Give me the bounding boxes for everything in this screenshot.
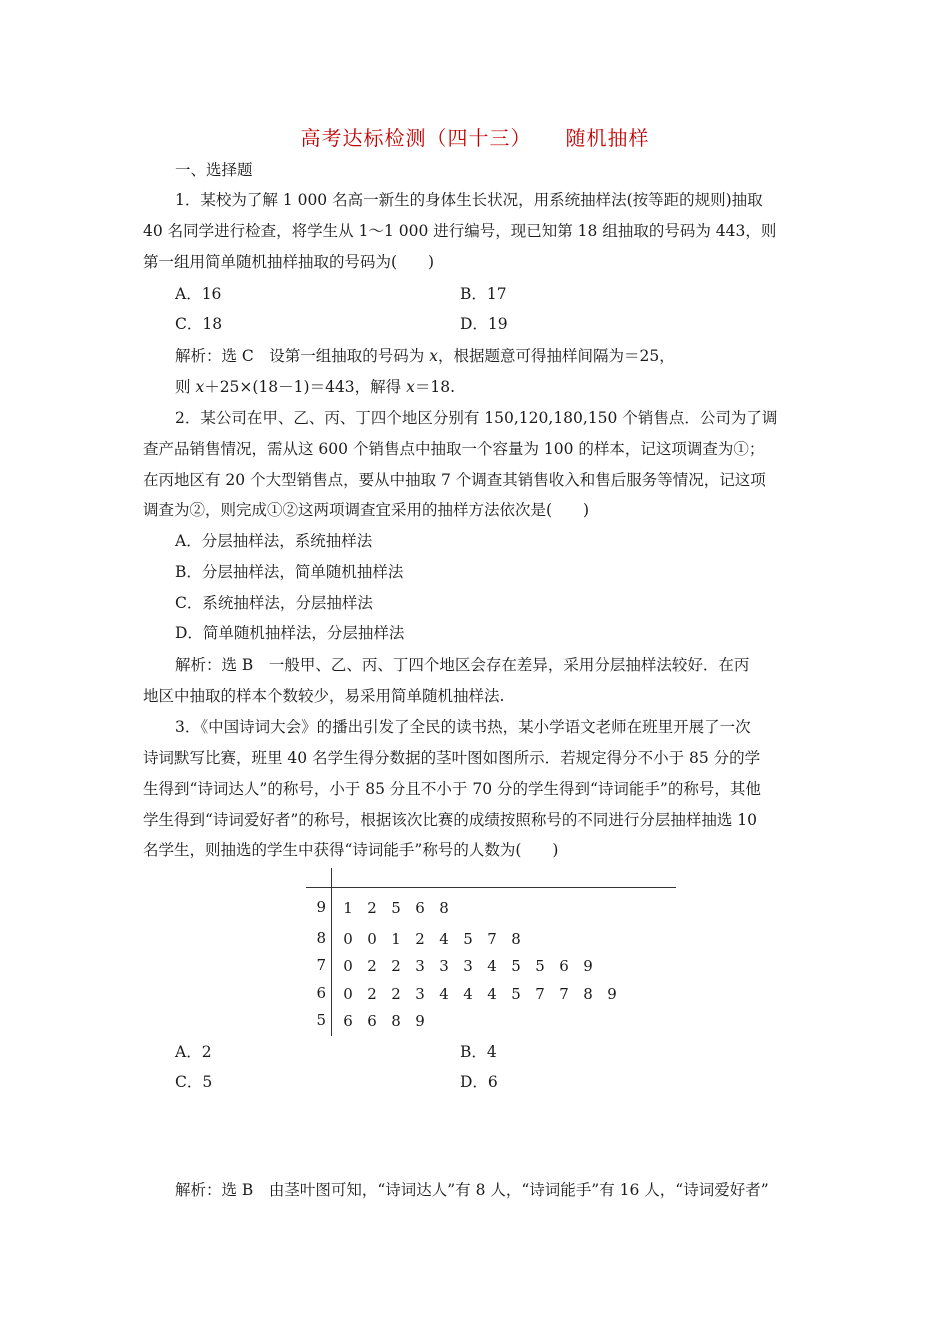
q1-sol2-a: 则 [175,378,196,396]
q1-sol1-pre: 解析：选 C 设第一组抽取的号码为 [175,347,430,365]
leaf: 3 [415,985,425,1003]
leaf-row [336,929,528,949]
leaf: 2 [391,957,401,975]
stem-label: 6 [316,984,326,1002]
page-title [0,122,950,151]
q1-line: 40 名同学进行检查，将学生从 1～1 000 进行编号，现已知第 18 组抽取的号码为 443，则 [143,222,777,240]
q2-option-c: C．系统抽样法，分层抽样法 [175,594,373,612]
title-main: 高考达标检测（四十三） [300,126,532,150]
leaf: 2 [415,930,425,948]
stem-label: 5 [316,1011,326,1029]
stem-label: 9 [316,898,326,916]
leaf: 7 [535,985,545,1003]
q1-sol1-var: x [429,347,438,365]
leaf: 6 [415,899,425,917]
leaf-row [336,956,600,976]
section-heading: 一、选择题 [175,161,253,179]
leaf: 8 [583,985,593,1003]
q1-line: 1．某校为了解 1 000 名高一新生的身体生长状况，用系统抽样法(按等距的规则)抽取 [175,191,763,209]
q2-option-a: A．分层抽样法，系统抽样法 [175,532,373,550]
q1-sol2-var2: x [406,378,415,396]
leaf: 7 [487,930,497,948]
q3-option-b: B．4 [460,1043,497,1061]
leaf: 1 [391,930,401,948]
leaf: 0 [343,957,353,975]
leaf: 2 [391,985,401,1003]
leaf-row [336,898,456,918]
leaf: 0 [367,930,377,948]
stem-label: 7 [316,956,326,974]
leaf: 3 [463,957,473,975]
leaf: 4 [439,930,449,948]
q2-line: 2．某公司在甲、乙、丙、丁四个地区分别有 150,120,180,150 个销售点．公司为了调 [175,409,778,427]
leaf: 3 [415,957,425,975]
q1-solution-line1 [175,346,675,366]
q3-option-c: C．5 [175,1073,213,1091]
q3-solution-line: 解析：选 B 由茎叶图可知，“诗词达人”有 8 人，“诗词能手”有 16 人，“诗词爱好者” [175,1181,769,1199]
leaf: 8 [511,930,521,948]
stem-label: 8 [316,929,326,947]
q1-line: 第一组用简单随机抽样抽取的号码为( ) [143,253,435,271]
leaf: 4 [487,957,497,975]
q3-line: 学生得到“诗词爱好者”的称号，根据该次比赛的成绩按照称号的不同进行分层抽样抽选 10 [143,811,758,829]
q2-solution-line: 解析：选 B 一般甲、乙、丙、丁四个地区会存在差异，采用分层抽样法较好．在丙 [175,656,750,674]
q1-option-d: D．19 [460,315,508,333]
leaf: 3 [439,957,449,975]
q1-solution-line2 [175,377,455,397]
q2-option-d: D．简单随机抽样法，分层抽样法 [175,624,405,642]
leaf: 5 [391,899,401,917]
q3-line: 3．《中国诗词大会》的播出引发了全民的读书热，某小学语文老师在班里开展了一次 [175,718,751,736]
leaf: 1 [343,899,353,917]
leaf: 7 [559,985,569,1003]
leaf: 5 [511,985,521,1003]
stem-divider [331,868,332,1036]
leaf: 2 [367,899,377,917]
q2-line: 在丙地区有 20 个大型销售点，要从中抽取 7 个调查其销售收入和售后服务等情况，记这项 [143,471,766,489]
q3-line: 名学生，则抽选的学生中获得“诗词能手”称号的人数为( ) [143,841,559,859]
title-sub: 随机抽样 [565,126,650,150]
q1-option-c: C．18 [175,315,223,333]
leaf: 9 [583,957,593,975]
leaf: 5 [535,957,545,975]
leaf: 6 [559,957,569,975]
q1-sol1-post: ，根据题意可得抽样间隔为＝25， [437,347,675,365]
q2-option-b: B．分层抽样法，简单随机抽样法 [175,563,404,581]
leaf: 6 [367,1012,377,1030]
leaf: 5 [511,957,521,975]
q3-option-d: D．6 [460,1073,498,1091]
leaf: 4 [487,985,497,1003]
leaf: 2 [367,985,377,1003]
leaf: 9 [415,1012,425,1030]
plot-top-rule [306,887,676,888]
q1-sol2-var1: x [195,378,205,396]
leaf: 0 [343,985,353,1003]
leaf: 5 [463,930,473,948]
leaf-row [336,984,624,1004]
leaf: 0 [343,930,353,948]
q1-option-b: B．17 [460,285,507,303]
leaf: 9 [607,985,617,1003]
q1-sol2-b: ＋25×(18－1)＝443，解得 [204,378,407,396]
leaf: 6 [343,1012,353,1030]
leaf: 4 [439,985,449,1003]
q1-option-a: A．16 [175,285,222,303]
q3-option-a: A．2 [175,1043,212,1061]
leaf: 2 [367,957,377,975]
leaf-row [336,1011,432,1031]
q2-solution-line: 地区中抽取的样本个数较少，易采用简单随机抽样法. [143,687,505,705]
q2-line: 调查为②，则完成①②这两项调查宜采用的抽样方法依次是( ) [143,501,590,519]
leaf: 8 [391,1012,401,1030]
q3-line: 生得到“诗词达人”的称号，小于 85 分且不小于 70 分的学生得到“诗词能手”的称号，其他 [143,780,761,798]
leaf: 8 [439,899,449,917]
q3-line: 诗词默写比赛，班里 40 名学生得分数据的茎叶图如图所示．若规定得分不小于 85 分的学 [143,749,761,767]
q2-line: 查产品销售情况，需从这 600 个销售点中抽取一个容量为 100 的样本，记这项调查为①； [143,440,765,458]
q1-sol2-c: ＝18. [414,378,455,396]
leaf: 4 [463,985,473,1003]
